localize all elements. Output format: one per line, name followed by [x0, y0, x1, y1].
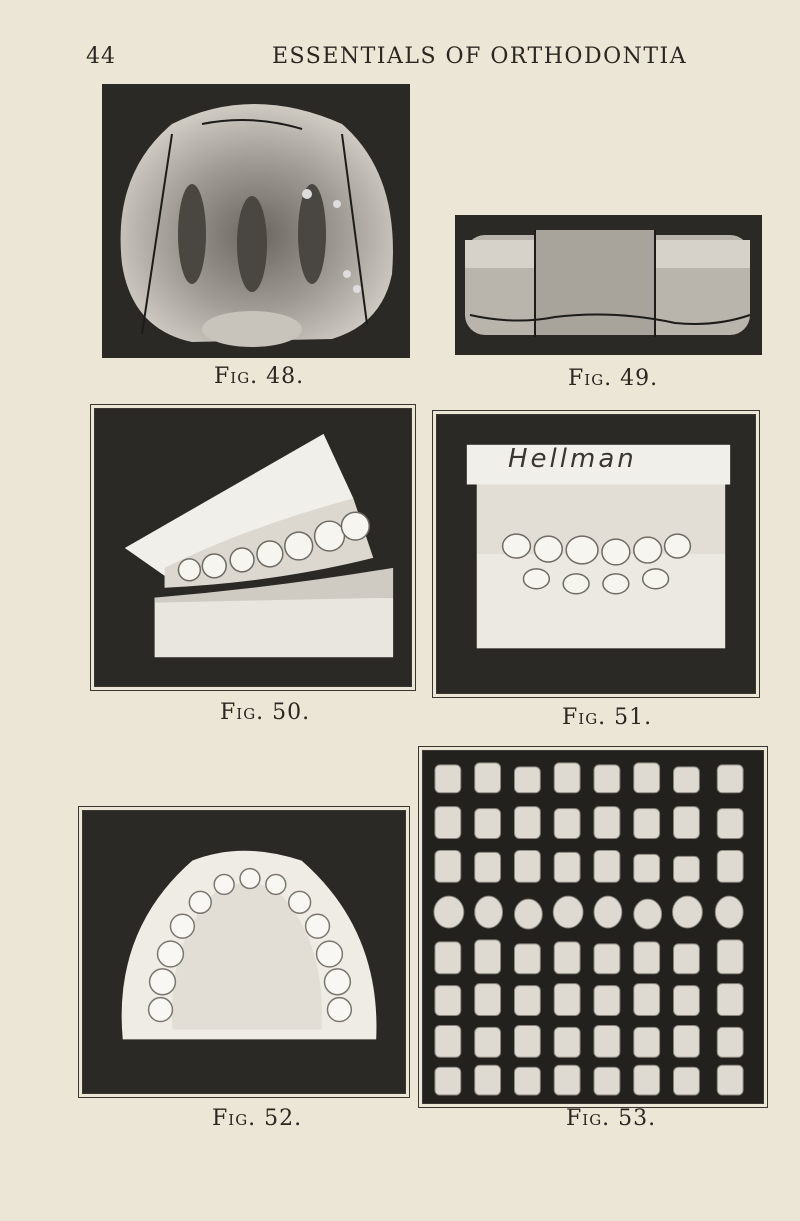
figure-50-caption: Fig. 50.	[220, 700, 311, 725]
figure-49-photo	[455, 215, 762, 355]
model-inscription: Hellman	[508, 444, 637, 474]
figure-53-caption: Fig. 53.	[566, 1106, 657, 1131]
figure-52-photo	[78, 806, 410, 1098]
sectioned-cast-image	[455, 215, 762, 355]
teeth-grid-image	[423, 751, 763, 1103]
dental-model-occlusion-image	[95, 409, 411, 686]
figure-52-caption: Fig. 52.	[212, 1106, 303, 1131]
dental-arch-image	[83, 811, 405, 1093]
running-title: ESSENTIALS OF ORTHODONTIA	[272, 44, 688, 69]
figure-51-caption: Fig. 51.	[562, 705, 653, 730]
figure-48-photo	[102, 84, 410, 358]
page-number: 44	[86, 44, 116, 69]
figure-53-photo	[418, 746, 768, 1108]
figure-49-caption: Fig. 49.	[568, 366, 659, 391]
page-header	[0, 44, 800, 84]
figure-50-photo	[90, 404, 416, 691]
palate-cast-image	[102, 84, 410, 358]
figure-48-caption: Fig. 48.	[214, 364, 305, 389]
